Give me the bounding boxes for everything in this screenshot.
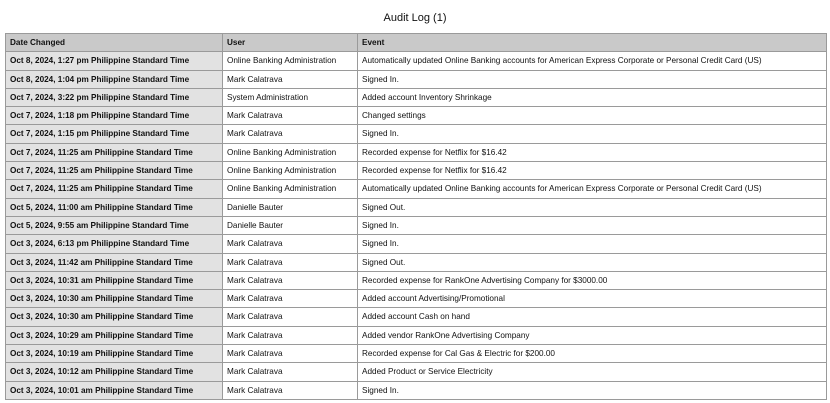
cell-user: Mark Calatrava: [223, 253, 358, 271]
cell-event: Recorded expense for Cal Gas & Electric for $200.00: [358, 345, 827, 363]
cell-event: Automatically updated Online Banking accounts for American Express Corporate or Personal Credit Card (US): [358, 52, 827, 70]
table-row: [6, 363, 827, 381]
cell-event: Signed Out.: [358, 198, 827, 216]
cell-user: Mark Calatrava: [223, 345, 358, 363]
cell-event: Automatically updated Online Banking accounts for American Express Corporate or Personal Credit Card (US): [358, 180, 827, 198]
cell-user: Mark Calatrava: [223, 290, 358, 308]
cell-user: Danielle Bauter: [223, 216, 358, 234]
cell-date-changed: Oct 3, 2024, 11:42 am Philippine Standard Time: [6, 253, 223, 271]
column-header-event: Event: [358, 34, 827, 52]
cell-user: System Administration: [223, 88, 358, 106]
cell-event: Signed In.: [358, 216, 827, 234]
column-header-user: User: [223, 34, 358, 52]
cell-date-changed: Oct 3, 2024, 10:12 am Philippine Standard Time: [6, 363, 223, 381]
table-row: [6, 52, 827, 70]
cell-event: Added account Cash on hand: [358, 308, 827, 326]
table-row: [6, 271, 827, 289]
cell-date-changed: Oct 8, 2024, 1:27 pm Philippine Standard Time: [6, 52, 223, 70]
cell-user: Mark Calatrava: [223, 70, 358, 88]
audit-log-body: [6, 52, 827, 400]
cell-date-changed: Oct 7, 2024, 1:18 pm Philippine Standard Time: [6, 107, 223, 125]
cell-event: Added account Advertising/Promotional: [358, 290, 827, 308]
cell-user: Mark Calatrava: [223, 271, 358, 289]
table-row: [6, 216, 827, 234]
cell-user: Mark Calatrava: [223, 363, 358, 381]
cell-date-changed: Oct 7, 2024, 3:22 pm Philippine Standard Time: [6, 88, 223, 106]
table-row: [6, 290, 827, 308]
cell-date-changed: Oct 5, 2024, 9:55 am Philippine Standard Time: [6, 216, 223, 234]
cell-user: Danielle Bauter: [223, 198, 358, 216]
cell-date-changed: Oct 3, 2024, 10:01 am Philippine Standard Time: [6, 381, 223, 399]
cell-date-changed: Oct 7, 2024, 11:25 am Philippine Standard Time: [6, 162, 223, 180]
table-row: [6, 70, 827, 88]
cell-user: Mark Calatrava: [223, 235, 358, 253]
audit-log-table: [5, 33, 827, 400]
cell-event: Changed settings: [358, 107, 827, 125]
cell-event: Added Product or Service Electricity: [358, 363, 827, 381]
cell-date-changed: Oct 3, 2024, 10:30 am Philippine Standard Time: [6, 308, 223, 326]
cell-date-changed: Oct 3, 2024, 10:29 am Philippine Standard Time: [6, 326, 223, 344]
cell-event: Signed In.: [358, 235, 827, 253]
table-row: [6, 308, 827, 326]
cell-user: Mark Calatrava: [223, 308, 358, 326]
cell-user: Mark Calatrava: [223, 381, 358, 399]
cell-date-changed: Oct 3, 2024, 6:13 pm Philippine Standard Time: [6, 235, 223, 253]
page-title: Audit Log (1): [383, 12, 447, 24]
table-row: [6, 198, 827, 216]
cell-event: Recorded expense for RankOne Advertising Company for $3000.00: [358, 271, 827, 289]
table-row: [6, 253, 827, 271]
cell-user: Online Banking Administration: [223, 162, 358, 180]
cell-date-changed: Oct 5, 2024, 11:00 am Philippine Standard Time: [6, 198, 223, 216]
cell-date-changed: Oct 8, 2024, 1:04 pm Philippine Standard Time: [6, 70, 223, 88]
cell-event: Added account Inventory Shrinkage: [358, 88, 827, 106]
cell-user: Mark Calatrava: [223, 326, 358, 344]
cell-date-changed: Oct 7, 2024, 11:25 am Philippine Standard Time: [6, 180, 223, 198]
cell-event: Recorded expense for Netflix for $16.42: [358, 162, 827, 180]
cell-user: Online Banking Administration: [223, 52, 358, 70]
cell-event: Added vendor RankOne Advertising Company: [358, 326, 827, 344]
cell-user: Mark Calatrava: [223, 107, 358, 125]
cell-event: Signed Out.: [358, 253, 827, 271]
table-row: [6, 345, 827, 363]
table-row: [6, 381, 827, 399]
cell-date-changed: Oct 7, 2024, 11:25 am Philippine Standard Time: [6, 143, 223, 161]
cell-date-changed: Oct 7, 2024, 1:15 pm Philippine Standard Time: [6, 125, 223, 143]
table-row: [6, 162, 827, 180]
table-header-row: [6, 34, 827, 52]
cell-user: Mark Calatrava: [223, 125, 358, 143]
table-row: [6, 88, 827, 106]
cell-user: Online Banking Administration: [223, 143, 358, 161]
cell-event: Signed In.: [358, 125, 827, 143]
table-row: [6, 107, 827, 125]
table-row: [6, 180, 827, 198]
cell-date-changed: Oct 3, 2024, 10:31 am Philippine Standard Time: [6, 271, 223, 289]
table-row: [6, 235, 827, 253]
table-row: [6, 326, 827, 344]
cell-event: Signed In.: [358, 70, 827, 88]
cell-event: Signed In.: [358, 381, 827, 399]
cell-event: Recorded expense for Netflix for $16.42: [358, 143, 827, 161]
cell-date-changed: Oct 3, 2024, 10:30 am Philippine Standard Time: [6, 290, 223, 308]
table-row: [6, 143, 827, 161]
column-header-date-changed: Date Changed: [6, 34, 223, 52]
cell-date-changed: Oct 3, 2024, 10:19 am Philippine Standard Time: [6, 345, 223, 363]
table-row: [6, 125, 827, 143]
cell-user: Online Banking Administration: [223, 180, 358, 198]
